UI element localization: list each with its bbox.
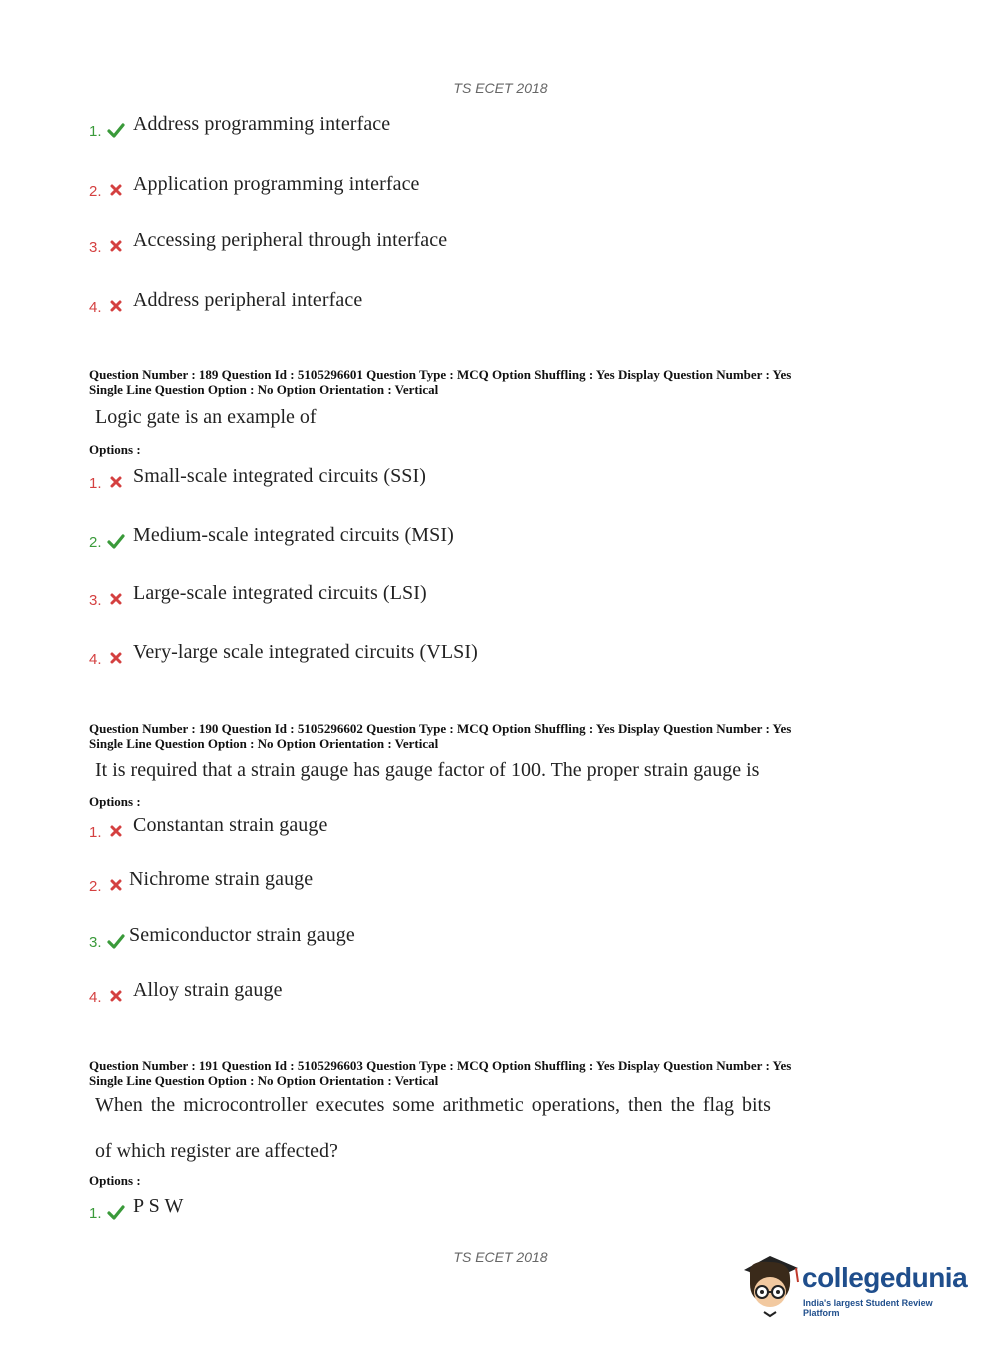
- option-number: 4.: [89, 989, 102, 1006]
- option-text: Application programming interface: [133, 173, 420, 195]
- question-meta-line: Question Number : 189 Question Id : 5105296601 Question Type : MCQ Option Shuffling : Yes Display Question Number : Yes: [89, 367, 792, 382]
- option-number: 1.: [89, 475, 102, 492]
- option-text: Constantan strain gauge: [133, 814, 328, 836]
- question-meta-line: Single Line Question Option : No Option Orientation : Vertical: [89, 1073, 439, 1088]
- cross-icon: [107, 650, 125, 666]
- page-footer: TS ECET 2018: [453, 1249, 548, 1265]
- question-meta-line: Question Number : 191 Question Id : 5105296603 Question Type : MCQ Option Shuffling : Yes Display Question Number : Yes: [89, 1058, 792, 1073]
- option-text: Very-large scale integrated circuits (VLSI): [133, 641, 478, 663]
- checkmark-icon: [107, 533, 125, 549]
- option-text: Accessing peripheral through interface: [133, 229, 448, 251]
- brand-name: collegedunia: [802, 1262, 968, 1293]
- option-number: 1.: [89, 1205, 102, 1222]
- option-number: 3.: [89, 592, 102, 609]
- option-text: P S W: [133, 1195, 184, 1217]
- option-number: 2.: [89, 878, 102, 895]
- option-text: Address peripheral interface: [133, 289, 363, 311]
- option-number: 3.: [89, 239, 102, 256]
- option-text: Address programming interface: [133, 113, 391, 135]
- question-text: It is required that a strain gauge has gauge factor of 100. The proper strain gauge is: [95, 759, 760, 781]
- cross-icon: [107, 238, 125, 254]
- cross-icon: [107, 182, 125, 198]
- question-meta-line: Single Line Question Option : No Option Orientation : Vertical: [89, 382, 439, 397]
- mascot-icon: [740, 1248, 802, 1320]
- option-number: 2.: [89, 534, 102, 551]
- question-meta-line: Single Line Question Option : No Option Orientation : Vertical: [89, 736, 439, 751]
- question-text: Logic gate is an example of: [95, 406, 317, 428]
- options-label: Options :: [89, 1173, 141, 1188]
- checkmark-icon: [107, 122, 125, 138]
- option-text: Medium-scale integrated circuits (MSI): [133, 524, 454, 546]
- checkmark-icon: [107, 1204, 125, 1220]
- cross-icon: [107, 591, 125, 607]
- option-number: 1.: [89, 824, 102, 841]
- option-number: 1.: [89, 123, 102, 140]
- option-number: 4.: [89, 651, 102, 668]
- question-meta: [89, 721, 909, 751]
- cross-icon: [107, 474, 125, 490]
- options-label: Options :: [89, 442, 141, 457]
- checkmark-icon: [107, 933, 125, 949]
- cross-icon: [107, 298, 125, 314]
- option-text: Large-scale integrated circuits (LSI): [133, 582, 427, 604]
- cross-icon: [107, 823, 125, 839]
- option-text: Small-scale integrated circuits (SSI): [133, 465, 427, 487]
- collegedunia-logo: [740, 1248, 970, 1320]
- question-meta-line: Question Number : 190 Question Id : 5105296602 Question Type : MCQ Option Shuffling : Yes Display Question Number : Yes: [89, 721, 792, 736]
- option-number: 3.: [89, 934, 102, 951]
- options-label: Options :: [89, 794, 141, 809]
- page-header: TS ECET 2018: [453, 80, 548, 96]
- option-text: Alloy strain gauge: [133, 979, 283, 1001]
- option-number: 2.: [89, 183, 102, 200]
- question-meta: [89, 1058, 909, 1088]
- option-number: 4.: [89, 299, 102, 316]
- brand-tagline: India's largest Student Review Platform: [803, 1298, 933, 1318]
- option-text: Semiconductor strain gauge: [129, 924, 355, 946]
- option-text: Nichrome strain gauge: [129, 868, 314, 890]
- cross-icon: [107, 988, 125, 1004]
- question-meta: [89, 367, 909, 397]
- question-text: of which register are affected?: [95, 1140, 338, 1162]
- cross-icon: [107, 877, 125, 893]
- question-text: When the microcontroller executes some arithmetic operations, then the flag bits: [95, 1094, 771, 1116]
